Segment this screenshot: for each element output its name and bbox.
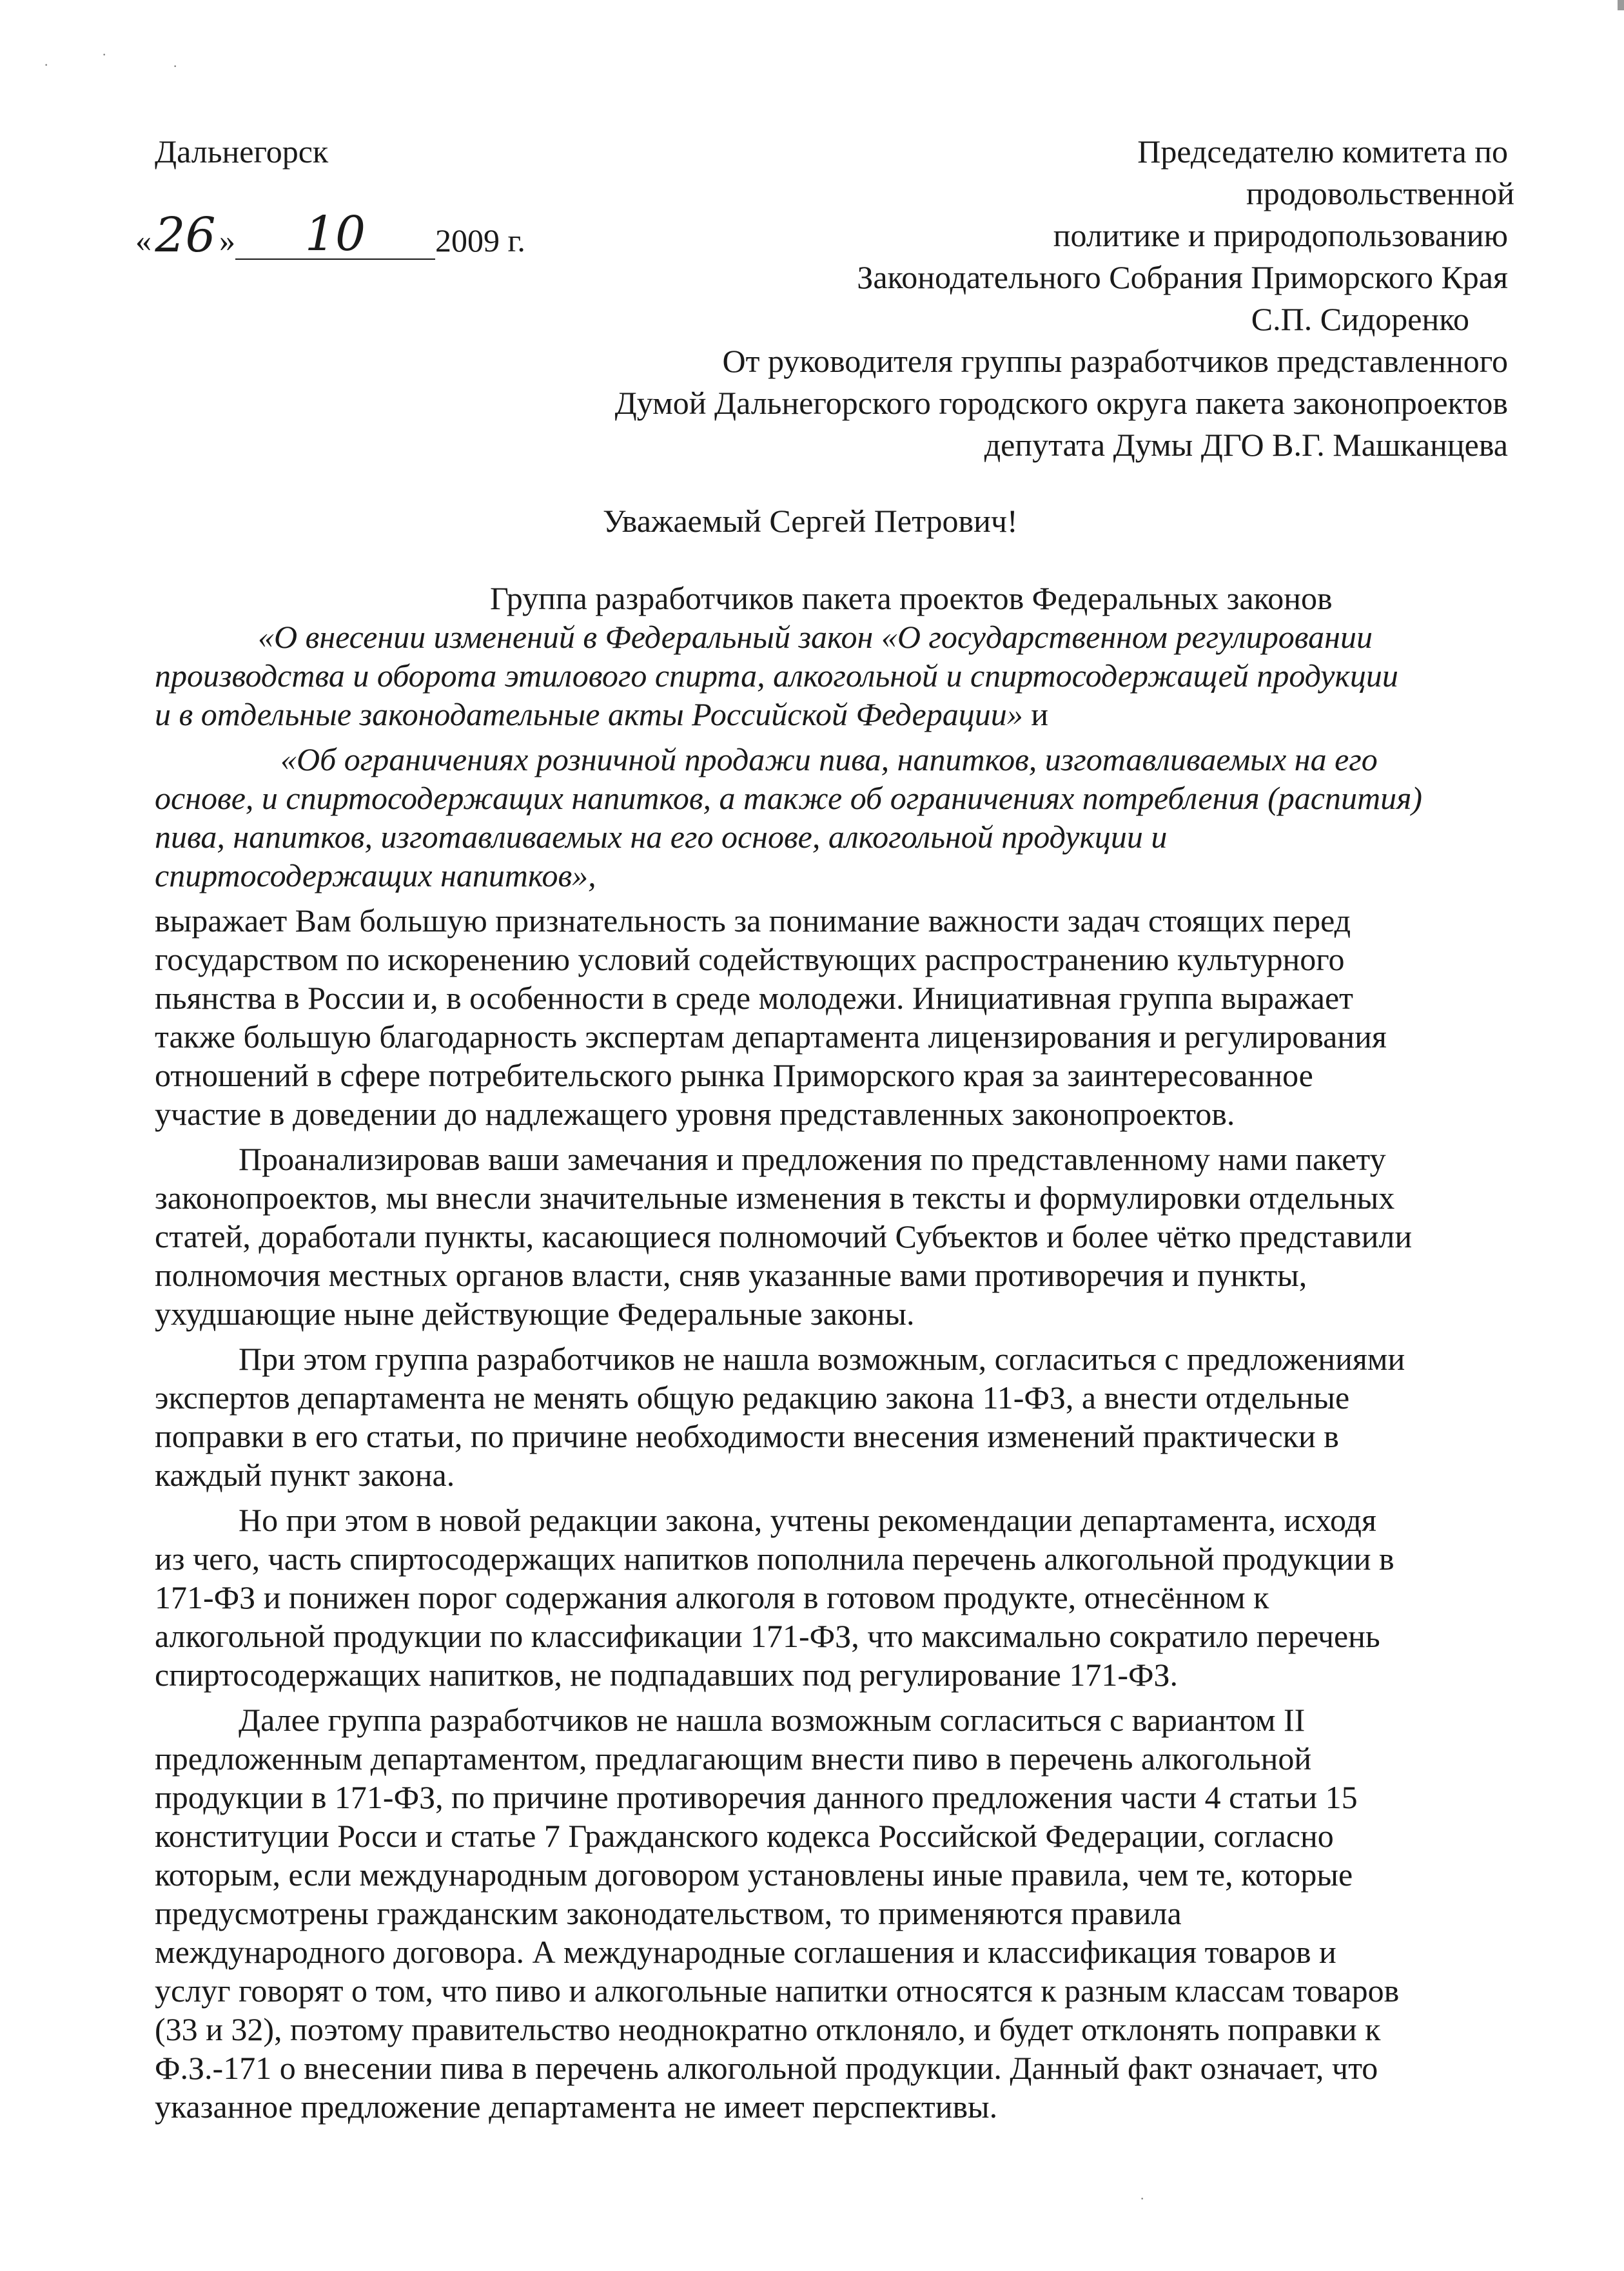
- scan-speck: ·: [102, 46, 107, 63]
- sender-line: Думой Дальнегорского городского округа пакета законопроектов: [614, 385, 1508, 421]
- p1-line: пьянства в России и, в особенности в среде молодежи. Инициативная группа выражает: [155, 980, 1353, 1016]
- p4-line: из чего, часть спиртосодержащих напитков пополнила перечень алкогольной продукции в: [155, 1541, 1394, 1577]
- sender-line: депутата Думы ДГО В.Г. Машканцева: [984, 427, 1508, 463]
- p4-line: Но при этом в новой редакции закона, учтены рекомендации департамента, исходя: [239, 1502, 1376, 1538]
- salutation: Уважаемый Сергей Петрович!: [603, 503, 1018, 539]
- date-month-handwritten: 10: [304, 206, 366, 262]
- recipient-line: продовольственной: [1246, 175, 1514, 211]
- p3-line: экспертов департамента не менять общую редакцию закона 11-ФЗ, а внести отдельные: [155, 1379, 1350, 1416]
- sender-line: От руководителя группы разработчиков представленного: [722, 343, 1508, 379]
- p1-line: также большую благодарность экспертам департамента лицензирования и регулирования: [155, 1019, 1387, 1055]
- date-close-quote: »: [219, 222, 235, 258]
- scan-speck: ·: [44, 57, 49, 73]
- law2-line: пива, напитков, изготавливаемых на его основе, алкогольной продукции и: [155, 819, 1168, 855]
- p5-line: продукции в 171-ФЗ, по причине противоречия данного предложения части 4 статьи 15: [155, 1779, 1358, 1815]
- p2-line: ухудшающие ныне действующие Федеральные законы.: [155, 1296, 915, 1332]
- p3-line: При этом группа разработчиков не нашла возможным, согласиться с предложениями: [239, 1341, 1405, 1377]
- p3-line: каждый пункт закона.: [155, 1457, 455, 1493]
- date-month-blank: [235, 206, 435, 262]
- p5-line: указанное предложение департамента не имеет перспективы.: [155, 2089, 998, 2125]
- law2-line: «Об ограничениях розничной продажи пива, напитков, изготавливаемых на его: [280, 741, 1378, 777]
- city: Дальнегорск: [155, 133, 329, 170]
- p5-line: конституции Росси и статье 7 Гражданского кодекса Российской Федерации, согласно: [155, 1818, 1334, 1854]
- p3-line: поправки в его статьи, по причине необходимости внесения изменений практически в: [155, 1418, 1339, 1454]
- recipient-line: Председателю комитета по: [1137, 133, 1508, 170]
- scan-edge-mark: [1618, 0, 1624, 10]
- p4-line: 171-ФЗ и понижен порог содержания алкоголя в готовом продукте, отнесённом к: [155, 1579, 1269, 1615]
- p1-line: отношений в сфере потребительского рынка Приморского края за заинтересованное: [155, 1057, 1313, 1093]
- law2-line: спиртосодержащих напитков»,: [155, 857, 596, 893]
- law2-line: основе, и спиртосодержащих напитков, а также об ограничениях потребления (распития): [155, 780, 1422, 816]
- scan-speck: ·: [173, 58, 178, 74]
- recipient-line: Законодательного Собрания Приморского Края: [857, 259, 1508, 295]
- p4-line: спиртосодержащих напитков, не подпадавших под регулирование 171-ФЗ.: [155, 1657, 1179, 1693]
- p2-line: законопроектов, мы внесли значительные изменения в тексты и формулировки отдельных: [155, 1180, 1395, 1216]
- date-year: 2009 г.: [435, 222, 525, 258]
- p2-line: полномочия местных органов власти, сняв указанные вами противоречия и пункты,: [155, 1257, 1307, 1293]
- p2-line: статей, доработали пункты, касающиеся полномочий Субъектов и более чётко представили: [155, 1218, 1413, 1254]
- p5-line: которым, если международным договором установлены иные правила, чем те, которые: [155, 1857, 1353, 1893]
- date-open-quote: «: [135, 222, 152, 258]
- p5-line: международного договора. А международные соглашения и классификация товаров и: [155, 1934, 1336, 1970]
- intro-line: Группа разработчиков пакета проектов Федеральных законов: [490, 580, 1333, 616]
- date-day-handwritten: 26: [155, 208, 216, 263]
- law1-last-line: и в отдельные законодательные акты Российской Федерации» и: [155, 696, 1048, 732]
- p5-line: предложенным департаментом, предлагающим внести пиво в перечень алкогольной: [155, 1740, 1312, 1777]
- p2-line: Проанализировав ваши замечания и предложения по представленному нами пакету: [239, 1141, 1386, 1177]
- p1-line: выражает Вам большую признательность за понимание важности задач стоящих перед: [155, 902, 1351, 939]
- law1-line: «О внесении изменений в Федеральный закон «О государственном регулировании: [258, 619, 1373, 655]
- p1-line: участие в доведении до надлежащего уровня представленных законопроектов.: [155, 1096, 1235, 1132]
- recipient-line: политике и природопользованию: [1053, 217, 1508, 253]
- scan-speck: ·: [1140, 2190, 1145, 2207]
- p5-line: Далее группа разработчиков не нашла возможным согласиться с вариантом II: [239, 1702, 1306, 1738]
- p5-line: Ф.З.-171 о внесении пива в перечень алкогольной продукции. Данный факт означает, что: [155, 2050, 1378, 2086]
- law1-line: производства и оборота этилового спирта, алкогольной и спиртосодержащей продукции: [155, 658, 1398, 694]
- p5-line: услуг говорят о том, что пиво и алкогольные напитки относятся к разным классам товаров: [155, 1973, 1400, 2009]
- p5-line: предусмотрены гражданским законодательством, то применяются правила: [155, 1895, 1182, 1931]
- p5-line: (33 и 32), поэтому правительство неоднократно отклоняло, и будет отклонять поправки к: [155, 2011, 1381, 2047]
- date-line: [135, 206, 525, 263]
- p4-line: алкогольной продукции по классификации 171-ФЗ, что максимально сократило перечень: [155, 1618, 1380, 1654]
- p1-line: государством по искоренению условий содействующих распространению культурного: [155, 941, 1345, 977]
- recipient-name: С.П. Сидоренко: [1251, 301, 1469, 337]
